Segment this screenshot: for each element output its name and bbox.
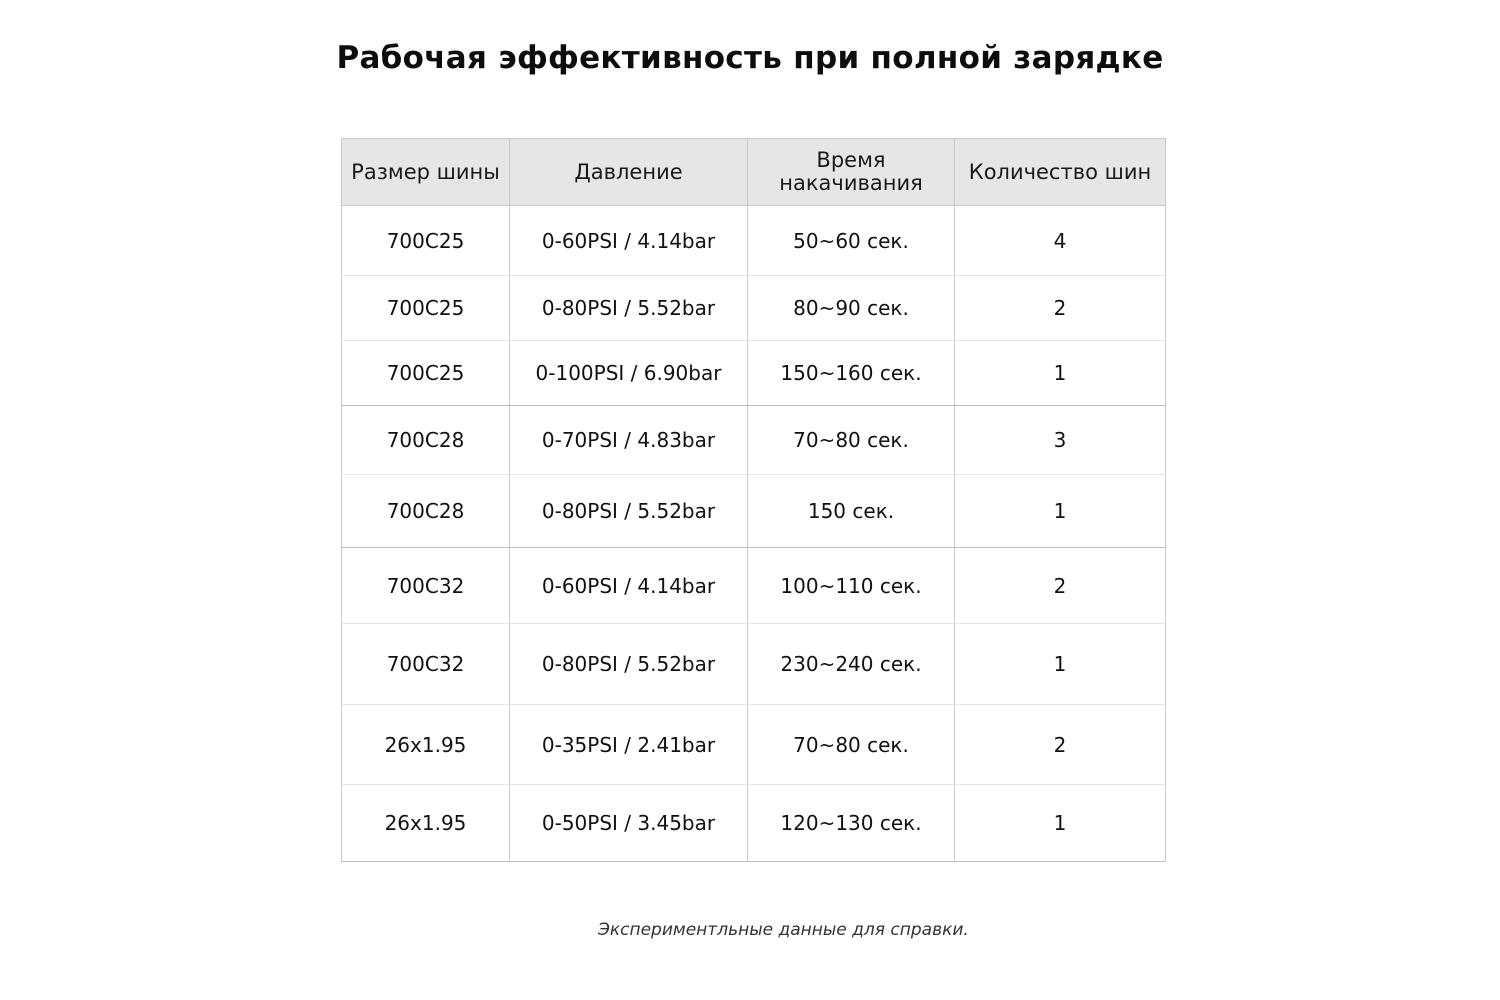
cell-pressure: 0-60PSI / 4.14bar [510,206,748,276]
cell-pressure: 0-80PSI / 5.52bar [510,475,748,548]
cell-tire-count: 3 [955,406,1166,475]
cell-tire-size: 700C25 [342,341,510,406]
cell-tire-count: 2 [955,276,1166,341]
table-row [342,276,1166,341]
cell-pressure: 0-70PSI / 4.83bar [510,406,748,475]
page-title: Рабочая эффективность при полной зарядке [336,40,1164,76]
cell-inflation-time: 80~90 сек. [748,276,955,341]
cell-pressure: 0-50PSI / 3.45bar [510,785,748,862]
cell-tire-count: 1 [955,785,1166,862]
cell-tire-size: 700C25 [342,206,510,276]
cell-tire-size: 700C25 [342,276,510,341]
cell-inflation-time: 150~160 сек. [748,341,955,406]
cell-pressure: 0-60PSI / 4.14bar [510,548,748,624]
header-tire-size: Размер шины [342,139,510,206]
header-pressure: Давление [510,139,748,206]
cell-tire-size: 700C28 [342,406,510,475]
cell-inflation-time: 100~110 сек. [748,548,955,624]
cell-pressure: 0-35PSI / 2.41bar [510,705,748,785]
table-row [342,406,1166,475]
cell-inflation-time: 70~80 сек. [748,406,955,475]
table-row [342,624,1166,705]
table-row [342,475,1166,548]
cell-pressure: 0-80PSI / 5.52bar [510,624,748,705]
table-row [342,785,1166,862]
table-row [342,341,1166,406]
cell-tire-size: 700C28 [342,475,510,548]
cell-inflation-time: 50~60 сек. [748,206,955,276]
table-row [342,548,1166,624]
header-inflation-time: Время накачивания [748,139,955,206]
cell-pressure: 0-80PSI / 5.52bar [510,276,748,341]
cell-inflation-time: 150 сек. [748,475,955,548]
cell-tire-size: 700C32 [342,624,510,705]
cell-tire-size: 26x1.95 [342,785,510,862]
cell-tire-size: 26x1.95 [342,705,510,785]
cell-pressure: 0-100PSI / 6.90bar [510,341,748,406]
table-row [342,206,1166,276]
cell-inflation-time: 120~130 сек. [748,785,955,862]
cell-tire-count: 1 [955,475,1166,548]
performance-table [341,138,1166,862]
header-tire-count: Количество шин [955,139,1166,206]
table-header-row [342,139,1166,206]
cell-tire-count: 2 [955,548,1166,624]
footnote: Экспериментльные данные для справки. [598,920,969,940]
cell-inflation-time: 70~80 сек. [748,705,955,785]
table-row [342,705,1166,785]
cell-tire-count: 4 [955,206,1166,276]
cell-tire-count: 1 [955,624,1166,705]
cell-tire-count: 1 [955,341,1166,406]
cell-inflation-time: 230~240 сек. [748,624,955,705]
cell-tire-size: 700C32 [342,548,510,624]
cell-tire-count: 2 [955,705,1166,785]
